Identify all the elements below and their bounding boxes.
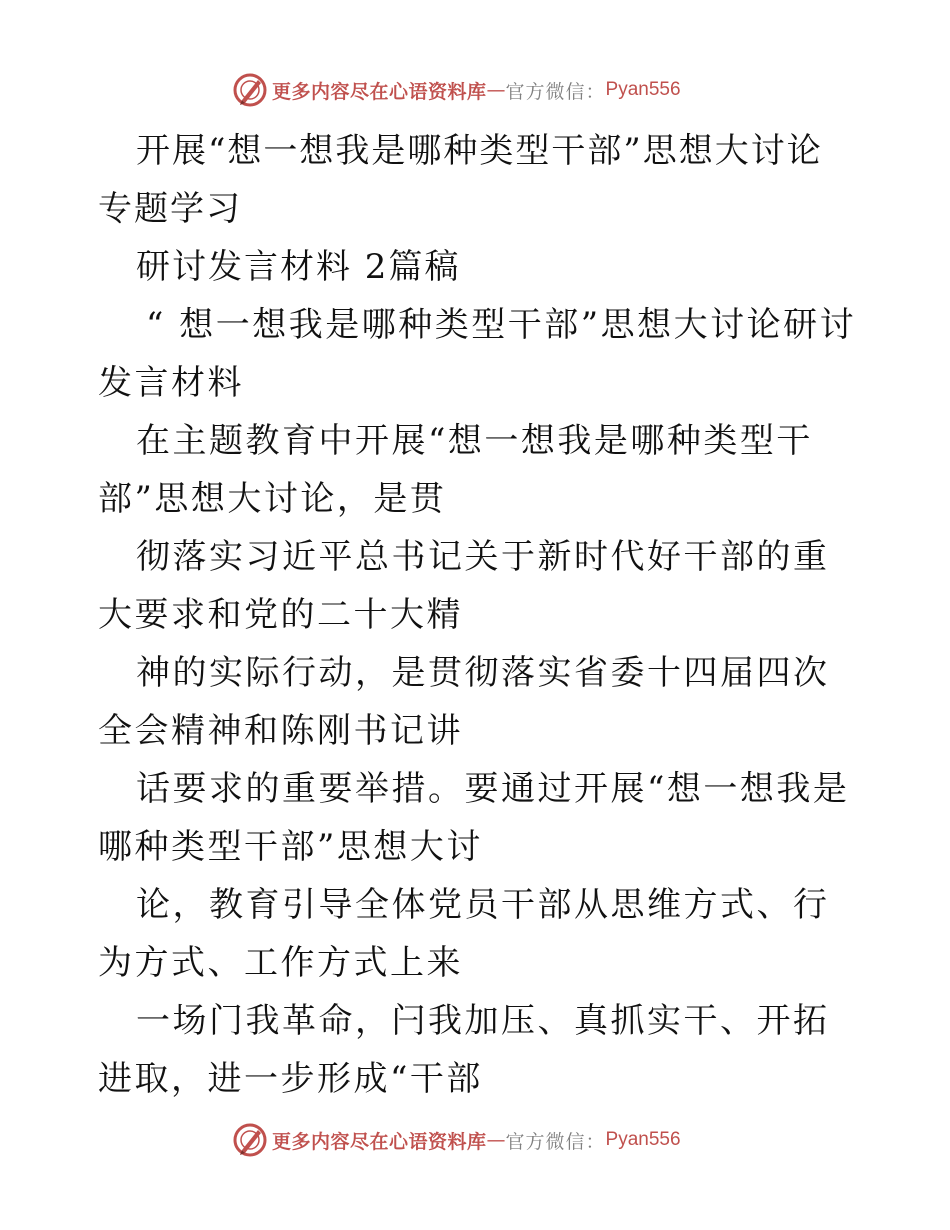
footer-watermark xyxy=(232,1120,752,1160)
footer-official-label: 官方微信： xyxy=(505,1130,606,1153)
document-title: 开展“想一想我是哪种类型干部”思想大讨论专题学习 xyxy=(98,131,823,229)
footer-dash: — xyxy=(486,1129,506,1151)
body-paragraph: 在主题教育中开展“想一想我是哪种类型干部”思想大讨论，是贯 xyxy=(98,421,813,519)
footer-brand-text: 更多内容尽在心语资料库 xyxy=(272,1130,487,1153)
header-dash: — xyxy=(486,79,506,101)
pen-logo-icon xyxy=(232,72,268,108)
section-title: “ 想一想我是哪种类型干部”思想大讨论研讨发言材料 xyxy=(98,305,857,403)
header-official-label: 官方微信： xyxy=(505,80,606,103)
header-wechat-handle: Pyan556 xyxy=(605,79,681,100)
pen-logo-icon xyxy=(232,1122,268,1158)
body-paragraph: 一场门我革命，闩我加压、真抓实干、开拓进取，进一步形成“干部 xyxy=(98,1001,830,1099)
header-watermark xyxy=(232,70,752,110)
document-body xyxy=(98,122,858,1108)
header-brand-text: 更多内容尽在心语资料库 xyxy=(272,80,487,103)
document-subtitle: 研讨发言材料 2篇稿 xyxy=(136,247,461,287)
body-paragraph: 彻落实习近平总书记关于新时代好干部的重大要求和党的二十大精 xyxy=(98,537,830,635)
body-paragraph: 话要求的重要举措。要通过开展“想一想我是哪种类型干部”思想大讨 xyxy=(98,769,850,867)
body-paragraph: 论，教育引导全体党员干部从思维方式、行为方式、工作方式上来 xyxy=(98,885,830,983)
footer-wechat-handle: Pyan556 xyxy=(605,1129,681,1150)
body-paragraph: 神的实际行动，是贯彻落实省委十四届四次全会精神和陈刚书记讲 xyxy=(98,653,830,751)
